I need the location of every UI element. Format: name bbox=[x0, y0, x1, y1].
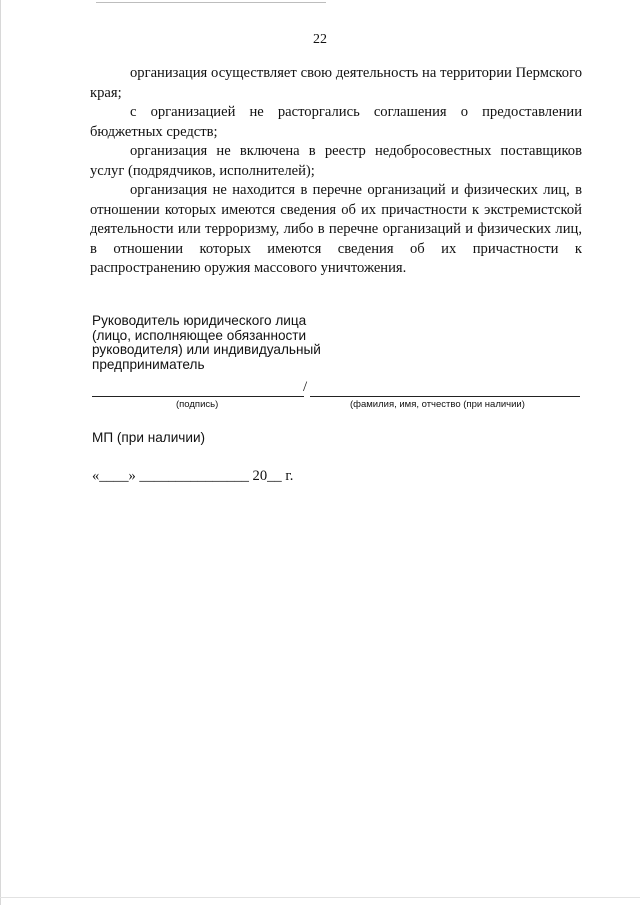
full-name-caption: (фамилия, имя, отчество (при наличии) bbox=[350, 399, 525, 410]
signer-line: руководителя) или индивидуальный bbox=[92, 342, 321, 357]
scan-artifact-bottom bbox=[0, 897, 640, 898]
document-body bbox=[90, 64, 582, 279]
date-line: «____» _______________ 20__ г. bbox=[92, 468, 294, 484]
signer-line: Руководитель юридического лица bbox=[92, 313, 307, 328]
paragraph-territory: организация осуществляет свою деятельность на территории Пермского края; bbox=[90, 65, 582, 101]
signer-line: (лицо, исполняющее обязанности bbox=[92, 327, 307, 343]
signer-line: предприниматель bbox=[92, 356, 205, 372]
signature-caption: (подпись) bbox=[176, 399, 219, 410]
scan-artifact-line bbox=[96, 2, 326, 3]
signature-separator: / bbox=[303, 379, 308, 395]
paragraph-agreements: с организацией не расторгались соглашения о предоставлении бюджетных средств; bbox=[90, 104, 582, 140]
full-name-field[interactable] bbox=[310, 396, 580, 397]
scan-edge bbox=[0, 0, 1, 905]
stamp-label: МП (при наличии) bbox=[92, 430, 206, 445]
signer-block bbox=[92, 314, 321, 372]
paragraph-extremism-list: организация не находится в перечне организаций и физических лиц, в отношении которых имеются сведения об их причастности к экстремистской деятельности или терроризму, либо в перечне организаций и физических лиц, в отношении которых имеются сведения об их причастности к распространению оружия массового уничтожения. bbox=[90, 182, 582, 276]
signature-field[interactable] bbox=[92, 396, 304, 397]
paragraph-registry: организация не включена в реестр недобросовестных поставщиков услуг (подрядчиков, исполнителей); bbox=[90, 143, 582, 179]
page-number: 22 bbox=[313, 32, 327, 47]
